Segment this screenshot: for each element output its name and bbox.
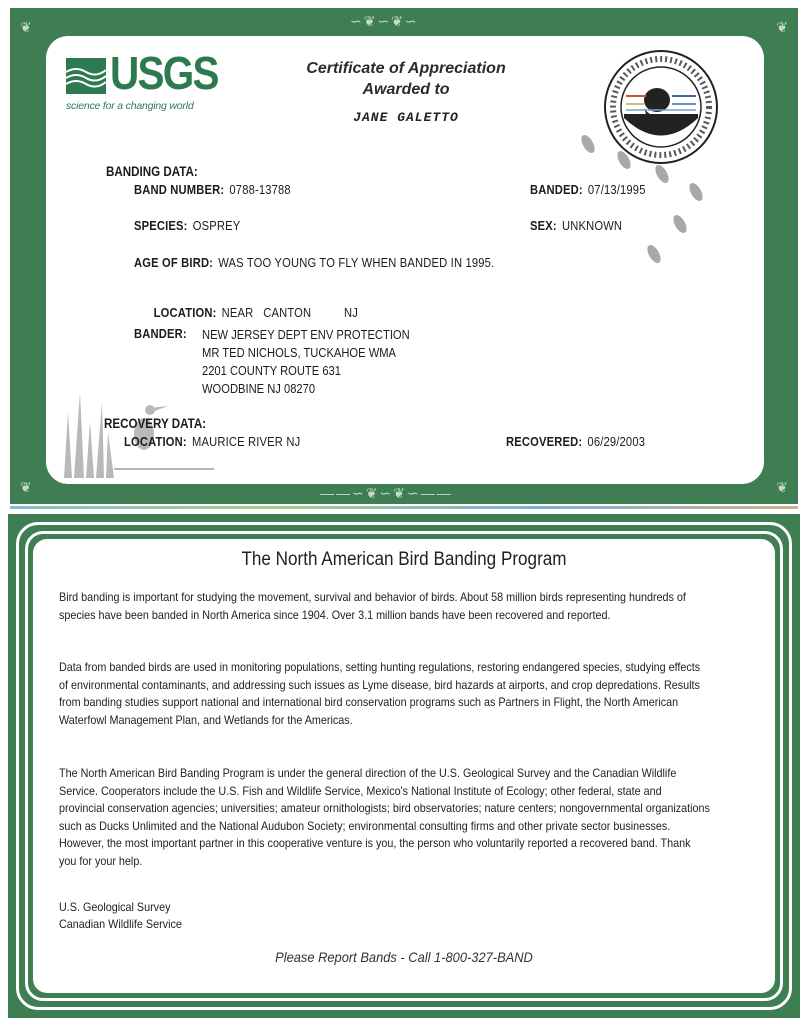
- band-number-field: [134, 182, 291, 197]
- program-info-card: [8, 514, 800, 1018]
- certificate-body: [46, 36, 764, 484]
- signatory: Canadian Wildlife Service: [59, 918, 182, 931]
- certificate-title: [256, 58, 556, 100]
- sex-label: SEX:: [530, 218, 557, 233]
- age-value: WAS TOO YOUNG TO FLY WHEN BANDED IN 1995.: [218, 255, 495, 270]
- report-bands-line: Please Report Bands - Call 1-800-327-BAND: [275, 949, 533, 965]
- species-value: OSPREY: [192, 218, 241, 233]
- band-number-label: BAND NUMBER:: [134, 182, 225, 197]
- banding-data-heading: BANDING DATA:: [106, 164, 198, 179]
- age-label: AGE OF BIRD:: [134, 255, 214, 270]
- recovered-date-value: 06/29/2003: [587, 434, 646, 449]
- bander-field: [134, 326, 187, 341]
- band-number-value: 0788-13788: [229, 182, 291, 197]
- location-value: NEAR CANTON NJ: [221, 305, 359, 320]
- species-label: SPECIES:: [134, 218, 188, 233]
- signatory: U.S. Geological Survey: [59, 901, 171, 914]
- bander-line: 2201 COUNTY ROUTE 631: [202, 363, 341, 378]
- certificate-card: [10, 8, 798, 504]
- recovered-date-field: [506, 434, 645, 449]
- banded-date-value: 07/13/1995: [587, 182, 646, 197]
- recovered-date-label: RECOVERED:: [506, 434, 583, 449]
- bottom-flourish-icon: ——∽❦∽❦∽——: [320, 485, 453, 501]
- sex-value: UNKNOWN: [561, 218, 623, 233]
- species-field: [134, 218, 240, 233]
- corner-ornament-icon: ❦: [20, 479, 32, 495]
- bander-label: BANDER:: [134, 326, 187, 341]
- bander-line: MR TED NICHOLS, TUCKAHOE WMA: [202, 345, 397, 360]
- program-paragraph: The North American Bird Banding Program is under the general direction of the U.S. Geological Survey and the Canadian Wildlife Service. Cooperators include the U.S. Fish and Wildlife Service, Mexico's National Institute of Ecology; other federal, state and provincial conservation agencies; universities; amateur ornithologists; bird observatories; nature centers; nongovernmental organizations such as Ducks Unlimited and the National Audubon Society; environmental consulting firms and other private sector businesses. However, the most important partner in this cooperative venture is you, the person who voluntarily reported a recovered band. Thank you for your help.: [59, 767, 710, 868]
- usgs-wordmark: USGS: [110, 47, 218, 99]
- bander-line: WOODBINE NJ 08270: [202, 381, 316, 396]
- banded-date-field: [530, 182, 646, 197]
- awardee-name: JANE GALETTO: [353, 110, 459, 125]
- signatories: [59, 899, 182, 933]
- usgs-tagline: science for a changing world: [66, 100, 194, 112]
- title-line-2: Awarded to: [362, 81, 450, 98]
- bander-address: [202, 326, 410, 398]
- recovery-location-label: LOCATION:: [124, 434, 187, 449]
- location-label: LOCATION:: [153, 305, 217, 320]
- recovery-location-field: [124, 434, 300, 449]
- usgs-wave-icon: [66, 58, 106, 94]
- usgs-logo: [66, 47, 236, 116]
- age-field: [134, 255, 494, 270]
- sex-field: [530, 218, 622, 233]
- recovery-location-value: MAURICE RIVER NJ: [191, 434, 301, 449]
- program-paragraph: Bird banding is important for studying the movement, survival and behavior of birds. About 58 million birds representing hundreds of species have been banded in North America since 1904. Over 3.1 million bands have been recovered and reported.: [59, 591, 686, 622]
- banded-date-label: BANDED:: [530, 182, 583, 197]
- title-line-1: Certificate of Appreciation: [306, 60, 506, 77]
- bander-line: NEW JERSEY DEPT ENV PROTECTION: [202, 327, 410, 342]
- corner-ornament-icon: ❦: [776, 19, 788, 35]
- program-info-body: [33, 539, 775, 993]
- recovery-data-heading: RECOVERY DATA:: [104, 416, 207, 431]
- corner-ornament-icon: ❦: [776, 479, 788, 495]
- program-title: The North American Bird Banding Program: [241, 549, 567, 570]
- program-paragraph: Data from banded birds are used in monitoring populations, setting hunting regulations, restoring endangered species, studying effects of environmental contaminants, and addressing such issues as Lyme disease, bird hazards at airports, and crop depredations. Results from banding studies support national and international bird conservation programs such as Partners in Flight, the North American Waterfowl Management Plan, and Wetlands for the Americas.: [59, 661, 701, 727]
- corner-ornament-icon: ❦: [20, 19, 32, 35]
- flying-geese-icon: [576, 132, 726, 282]
- top-flourish-icon: ∽❦∽❦∽: [350, 13, 419, 29]
